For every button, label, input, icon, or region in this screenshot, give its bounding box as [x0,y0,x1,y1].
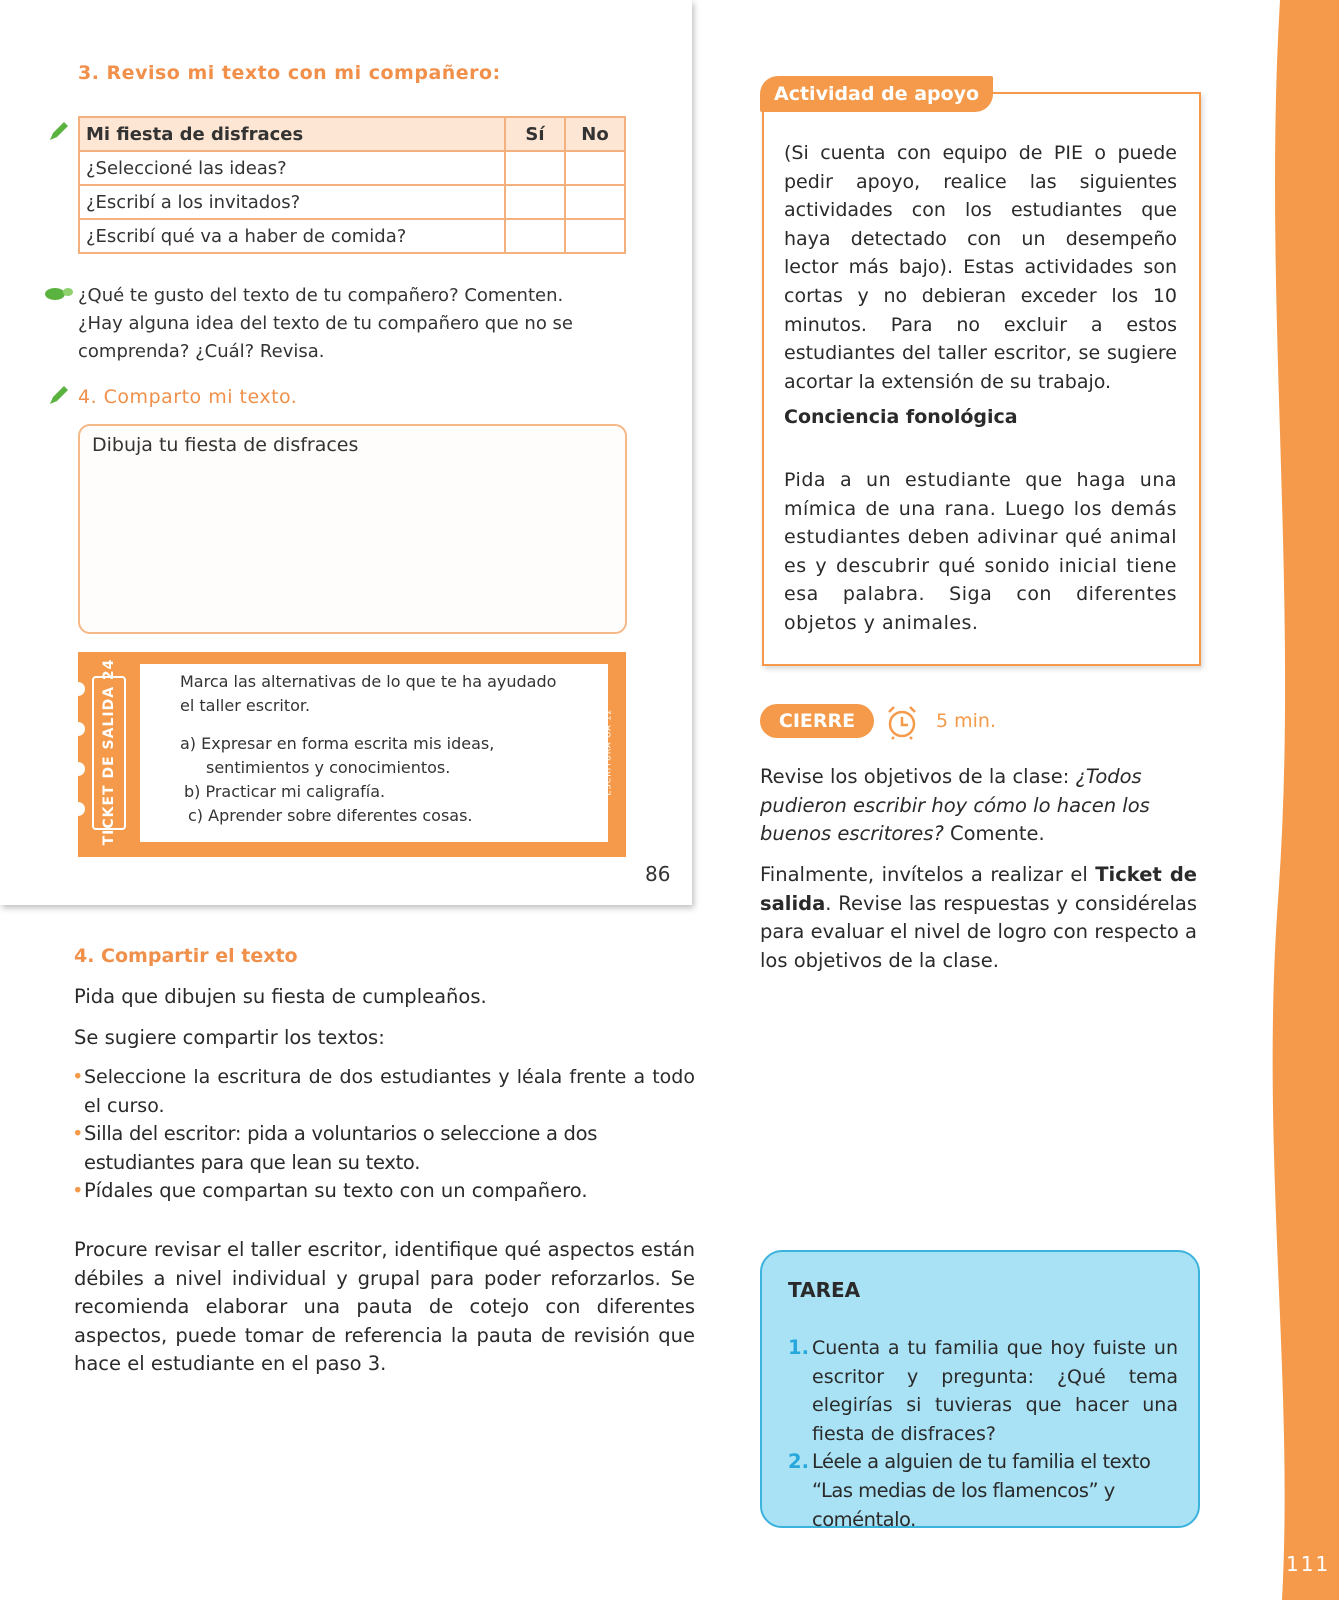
homework-box [760,1250,1200,1531]
ticket-option: c) Aprender sobre diferentes cosas. [188,806,473,825]
pencil-icon [48,384,70,406]
peer-questions [78,282,638,366]
support-intro: (Si cuenta con equipo de PIE o puede pedir apoyo, realice las siguientes actividades con los estudiantes que haya detectado con un desempeño lector más bajo). Estas actividades son cortas y no debieran exceder los 10 minutos. Para no excluir a estos estudiantes del taller escritor, se sugiere acortar la extensión de su trabajo. [784,142,1177,393]
list-item-text: Seleccione la escritura de dos estudiantes y léala frente a todo el curso. [84,1066,695,1117]
step3-title: 3. Reviso mi texto con mi compañero: [78,62,501,84]
student-page-number: 86 [645,862,671,886]
ticket-oa-label: ESCRITURA OA 12 [603,708,613,796]
homework-title: TAREA [788,1278,861,1302]
list-item-text: Léele a alguien de tu familia el texto “Las medias de los flamencos” y coméntalo. [812,1450,1151,1531]
closing-duration: 5 min. [936,710,996,732]
ticket-option: a) Expresar en forma escrita mis ideas, [180,734,495,753]
ticket-line: el taller escritor. [180,696,311,715]
check-cell [565,219,625,253]
drawing-box [78,424,627,634]
ticket-option: b) Practicar mi caligrafía. [184,782,386,801]
exit-ticket [78,652,626,857]
list-item: • Silla del escritor: pida a voluntarios o seleccione a dos estudiantes para que lean su texto. [72,1120,695,1177]
ticket-reference: Ticket de salida [760,863,1197,915]
table-header-row [79,117,625,151]
list-item-text: Silla del escritor: pida a voluntarios o seleccione a dos estudiantes para que lean su texto. [84,1122,598,1174]
question-line: comprenda? ¿Cuál? Revisa. [78,341,325,362]
support-activity: Pida a un estudiante que haga una mímica de una rana. Luego los demás estudiantes deben adivinar qué animal es y descubrir qué sonido inicial tiene esa palabra. Siga con diferentes objetos y animales. [784,469,1177,634]
step4-title: 4. Comparto mi texto. [78,386,298,408]
review-paragraph: Procure revisar el taller escritor, identifique qué aspectos están débiles a nivel individual y grupal para poder reforzarlos. Se recomienda elaborar una pauta de cotejo con diferentes aspectos, puede tomar de referencia la pauta de revisión que hace el estudiante en el paso 3. [74,1238,695,1376]
closing-text: Comente. [943,822,1045,846]
exit-ticket-paragraph [760,861,1197,975]
ticket-content [140,664,608,842]
item-number: 2. [788,1450,809,1474]
table-cell: ¿Escribí a los invitados? [79,185,505,219]
support-activity-tab: Actividad de apoyo [760,76,993,112]
list-item: • Seleccione la escritura de dos estudiantes y léala frente a todo el curso. [72,1063,695,1120]
table-header-cell: Sí [505,117,565,151]
table-header-cell: No [565,117,625,151]
instruction-paragraph: Se sugiere compartir los textos: [74,1026,385,1049]
instruction-paragraph: Pida que dibujen su fiesta de cumpleaños. [74,985,487,1008]
section-heading: 4. Compartir el texto [74,945,298,967]
check-cell [505,151,565,185]
ticket-line: sentimientos y conocimientos. [206,758,451,777]
orange-page-edge [1270,0,1339,1600]
table-row [79,185,625,219]
closing-text: Finalmente, invítelos a realizar el [760,863,1096,886]
list-item: • Pídales que compartan su texto con un compañero. [72,1177,695,1206]
ticket-vertical-label: TICKET DE SALIDA 24 [101,658,117,846]
closing-paragraph [760,763,1197,849]
closing-question: ¿Todos pudieron escribir hoy cómo lo hacen los buenos escritores? [760,765,1150,846]
check-cell [565,185,625,219]
list-item [788,1448,1178,1534]
support-subtitle: Conciencia fonológica [784,406,1018,428]
item-number: 1. [788,1336,809,1359]
check-cell [505,219,565,253]
list-item-text: Cuenta a tu familia que hoy fuiste un escritor y pregunta: ¿Qué tema elegirías si tuvieras que hacer una fiesta de disfraces? [812,1337,1178,1445]
revision-table [78,116,626,254]
drawing-box-label: Dibuja tu fiesta de disfraces [92,434,359,456]
question-line: ¿Qué te gusto del texto de tu compañero? Comenten. [78,285,564,306]
check-cell [505,185,565,219]
alarm-clock-icon [884,704,920,740]
pencil-icon [48,120,70,142]
ticket-line: Marca las alternativas de lo que te ha ayudado [180,672,557,691]
student-book-page [0,0,692,905]
check-cell [565,151,625,185]
table-header-cell: Mi fiesta de disfraces [79,117,505,151]
list-item [788,1334,1178,1448]
table-row [79,151,625,185]
homework-list [788,1334,1178,1534]
closing-text: Revise los objetivos de la clase: [760,765,1076,788]
page-number: 111 [1286,1552,1331,1576]
list-item-text: Pídales que compartan su texto con un compañero. [84,1179,588,1203]
table-row [79,219,625,253]
table-cell: ¿Escribí qué va a haber de comida? [79,219,505,253]
closing-text: . Revise las respuestas y considérelas para evaluar el nivel de logro con respecto a los objetivos de la clase. [760,891,1197,972]
support-activity-box [762,92,1201,666]
closing-badge: CIERRE [760,704,874,738]
ticket-side-label [84,658,134,846]
sharing-list [72,1063,695,1206]
question-line: ¿Hay alguna idea del texto de tu compañero que no se [78,313,574,334]
speech-bubbles-icon [44,286,74,302]
table-cell: ¿Seleccioné las ideas? [79,151,505,185]
